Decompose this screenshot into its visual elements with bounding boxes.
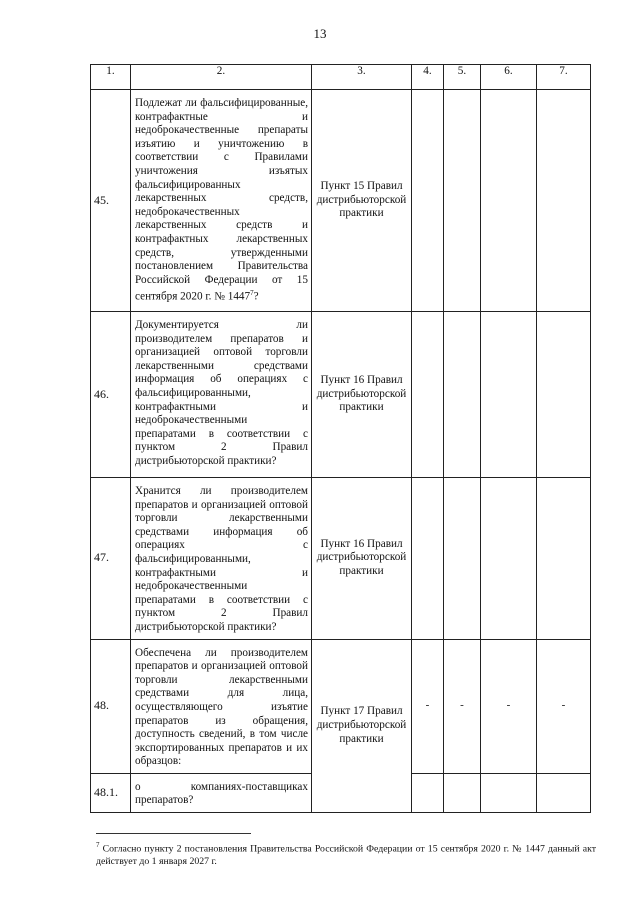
page-number: 13 — [313, 26, 327, 41]
header-cell-4: 4. — [412, 65, 444, 90]
reference-cell — [312, 312, 412, 478]
question-cell — [131, 90, 312, 312]
footnote-reference: 7 — [250, 289, 254, 298]
header-cell-1: 1. — [91, 65, 131, 90]
checklist-table — [90, 64, 591, 813]
answer-cell-na: - — [481, 639, 537, 773]
header-cell-2: 2. — [131, 65, 312, 90]
answer-cell-no — [444, 90, 481, 312]
row-number: 47. — [91, 478, 131, 640]
table-row — [91, 478, 591, 640]
reference-text: Пункт 17 Правил дистрибьюторской практики — [316, 705, 407, 745]
footnote — [96, 839, 596, 868]
question-cell: Документируется ли производителем препаратов и организацией оптовой торговли лекарственными средствами информация об операциях с фальсифицированными, контрафактными и недоброкачественными препаратами в соответствии с пунктом 2 Правил дистрибьюторской практики? — [131, 312, 312, 478]
table-row — [91, 639, 591, 773]
header-cell-5: 5. — [444, 65, 481, 90]
answer-cell-no — [444, 312, 481, 478]
header-cell-6: 6. — [481, 65, 537, 90]
reference-text: Пункт 15 Правил дистрибьюторской практики — [316, 180, 407, 220]
answer-cell-no — [444, 478, 481, 640]
answer-cell-note — [537, 312, 591, 478]
reference-cell — [312, 90, 412, 312]
row-number: 46. — [91, 312, 131, 478]
question-cell: Хранится ли производителем препаратов и организацией оптовой торговли лекарственными средствами информация об операциях с фальсифицированными, контрафактными и недоброкачественными препаратами в соответствии с пунктом 2 Правил дистрибьюторской практики? — [131, 478, 312, 640]
answer-cell-yes — [412, 478, 444, 640]
answer-cell-no — [444, 773, 481, 812]
table-row — [91, 312, 591, 478]
header-cell-7: 7. — [537, 65, 591, 90]
reference-cell — [312, 478, 412, 640]
reference-text: Пункт 16 Правил дистрибьюторской практики — [316, 537, 407, 578]
answer-cell-na — [481, 90, 537, 312]
answer-cell-note — [537, 773, 591, 812]
footnote-marker: 7 — [96, 841, 100, 849]
row-number: 48. — [91, 639, 131, 773]
header-cell-3: 3. — [312, 65, 412, 90]
table-row — [91, 90, 591, 312]
row-number: 45. — [91, 90, 131, 312]
answer-cell-note — [537, 90, 591, 312]
question-tail: ? — [253, 291, 259, 304]
answer-cell-yes — [412, 312, 444, 478]
row-number: 48.1. — [91, 773, 131, 812]
answer-cell-na — [481, 478, 537, 640]
footnote-divider — [96, 833, 251, 834]
footnote-text: Согласно пункту 2 постановления Правительства Российской Федерации от 15 сентября 2020 г. № 1447 данный акт действует до 1 января 2027 г. — [96, 843, 597, 868]
answer-cell-yes: - — [412, 639, 444, 773]
answer-cell-yes — [412, 90, 444, 312]
answer-cell-no: - — [444, 639, 481, 773]
answer-cell-na — [481, 773, 537, 812]
reference-text: Пункт 16 Правил дистрибьюторской практики — [316, 374, 407, 414]
reference-cell — [312, 639, 412, 813]
question-cell: о компаниях-поставщиках препаратов? — [131, 773, 312, 812]
header-row — [91, 65, 591, 90]
question-text: Подлежат ли фальсифицированные, контрафактные и недоброкачественные препараты изъятию и уничтожению в соответствии с Правилами уничтожения изъятых фальсифицированных лекарственных средств, недоброкачественных лекарственных средств и контрафактных лекарственных средств, утвержденными постановлением Правительства Российской Федерации от 15 сентября 2020 г. № 1447 — [135, 97, 308, 304]
answer-cell-note: - — [537, 639, 591, 773]
answer-cell-note — [537, 478, 591, 640]
question-cell: Обеспечена ли производителем препаратов и организацией оптовой торговли лекарственными средствами для лица, осуществляющего изъятие препаратов из обращения, доступность сведений, в том числе экспортированных препаратов и их образцов: — [131, 639, 312, 773]
answer-cell-yes — [412, 773, 444, 812]
answer-cell-na — [481, 312, 537, 478]
